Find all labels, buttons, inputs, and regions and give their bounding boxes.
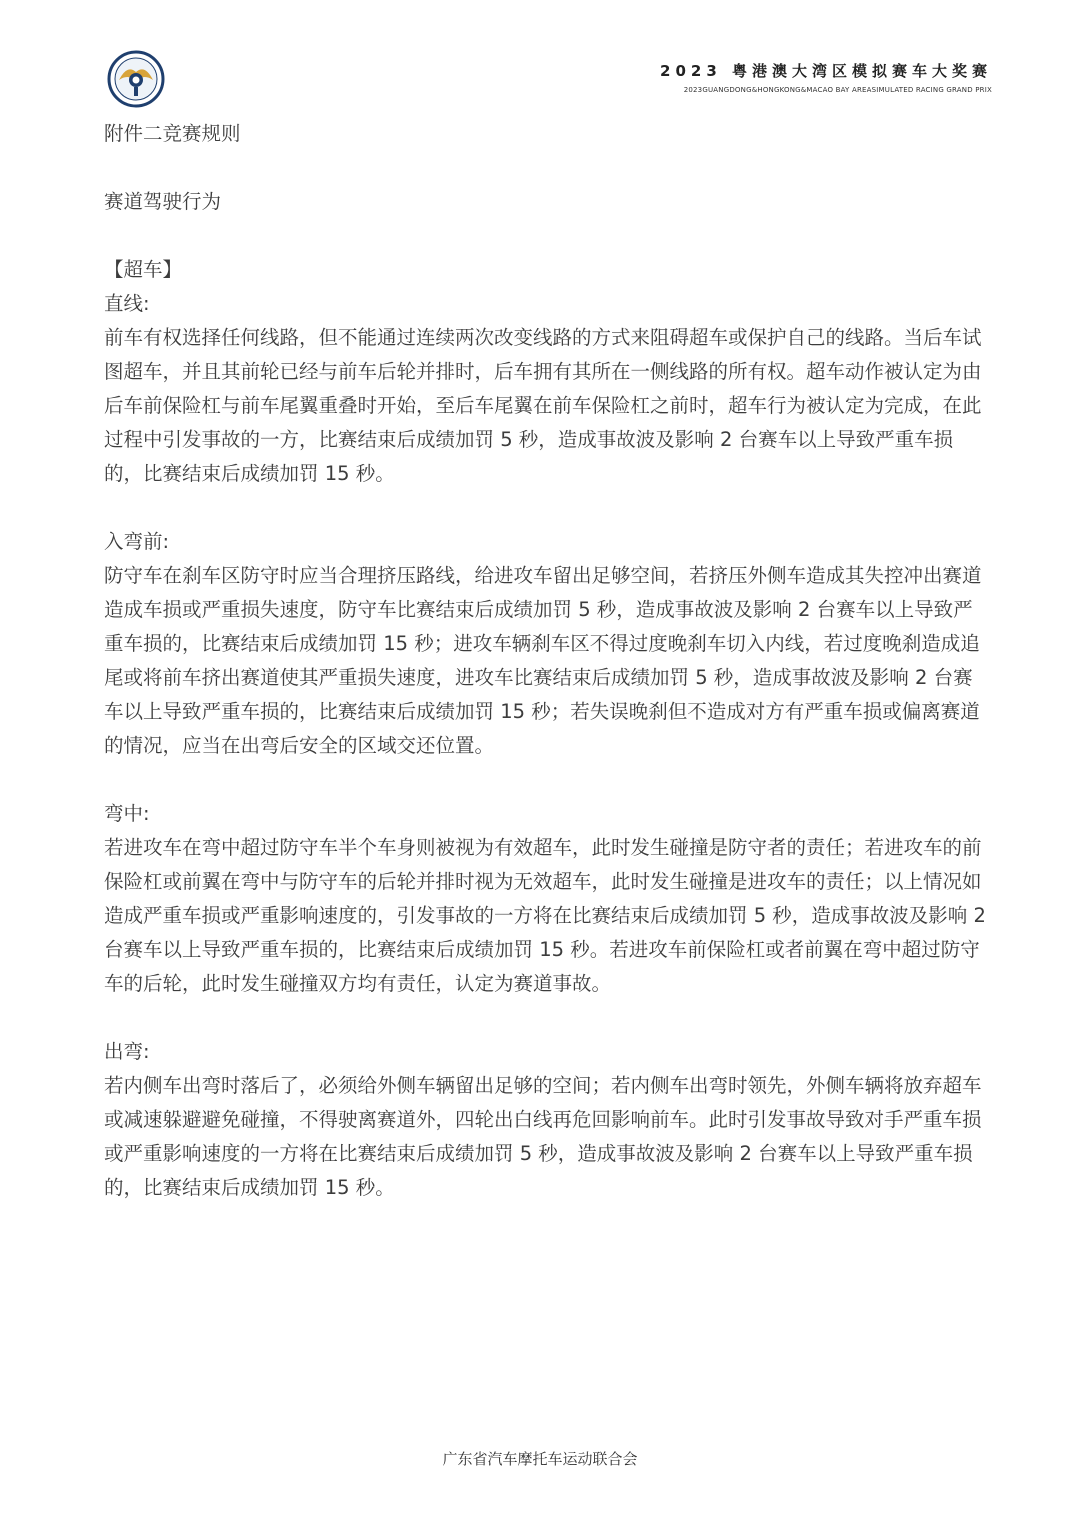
document-body	[104, 117, 988, 1205]
mid-corner-heading: 弯中:	[104, 802, 150, 825]
straight-rules: 前车有权选择任何线路，但不能通过连续两次改变线路的方式来阻碍超车或保护自己的线路。当后车试图超车，并且其前轮已经与前车后轮并排时，后车拥有其所在一侧线路的所有权。超车动作被认定为由后车前保险杠与前车尾翼重叠时开始，至后车尾翼在前车保险杠之前时，超车行为被认定为完成，在此过程中引发事故的一方，比赛结束后成绩加罚 5 秒，造成事故波及影响 2 台赛车以上导致严重车损的，比赛结束后成绩加罚 15 秒。	[104, 326, 982, 485]
corner-exit-heading: 出弯:	[104, 1040, 150, 1063]
corner-entry-rules: 防守车在刹车区防守时应当合理挤压路线，给进攻车留出足够空间，若挤压外侧车造成其失控冲出赛道造成车损或严重损失速度，防守车比赛结束后成绩加罚 5 秒，造成事故波及影响 2 台赛车以上导致严重车损的，比赛结束后成绩加罚 15 秒；进攻车辆刹车区不得过度晚刹车切入内线，若过度晚刹造成追尾或将前车挤出赛道使其严重损失速度，进攻车比赛结束后成绩加罚 5 秒，造成事故波及影响 2 台赛车以上导致严重车损的，比赛结束后成绩加罚 15 秒；若失误晚刹但不造成对方有严重车损或偏离赛道的情况，应当在出弯后安全的区域交还位置。	[104, 564, 982, 757]
mid-corner-rules: 若进攻车在弯中超过防守车半个车身则被视为有效超车，此时发生碰撞是防守者的责任；若进攻车的前保险杠或前翼在弯中与防守车的后轮并排时视为无效超车，此时发生碰撞是进攻车的责任；以上情况如造成严重车损或严重影响速度的，引发事故的一方将在比赛结束后成绩加罚 5 秒，造成事故波及影响 2 台赛车以上导致严重车损的，比赛结束后成绩加罚 15 秒。若进攻车前保险杠或者前翼在弯中超过防守车的后轮，此时发生碰撞双方均有责任，认定为赛道事故。	[104, 836, 986, 995]
association-logo-icon	[107, 50, 165, 108]
straight-heading: 直线:	[104, 292, 150, 315]
subsection-title: 【超车】	[104, 258, 183, 281]
corner-entry-heading: 入弯前:	[104, 530, 170, 553]
spacer	[104, 1001, 988, 1035]
section-title: 赛道驾驶行为	[104, 190, 222, 213]
spacer	[104, 491, 988, 525]
attachment-title: 附件二竞赛规则	[104, 122, 241, 145]
spacer	[104, 219, 988, 253]
spacer	[104, 763, 988, 797]
event-title-cn: 2023 粤港澳大湾区模拟赛车大奖赛	[660, 62, 992, 80]
footer-organization: 广东省汽车摩托车运动联合会	[442, 1450, 638, 1468]
corner-exit-rules: 若内侧车出弯时落后了，必须给外侧车辆留出足够的空间；若内侧车出弯时领先，外侧车辆将放弃超车或减速躲避避免碰撞，不得驶离赛道外，四轮出白线再危回影响前车。此时引发事故导致对手严重车损或严重影响速度的一方将在比赛结束后成绩加罚 5 秒，造成事故波及影响 2 台赛车以上导致严重车损的，比赛结束后成绩加罚 15 秒。	[104, 1074, 982, 1199]
spacer	[104, 151, 988, 185]
event-title-en: 2023GUANGDONG&HONGKONG&MACAO BAY AREASIMULATED RACING GRAND PRIX	[683, 86, 992, 94]
